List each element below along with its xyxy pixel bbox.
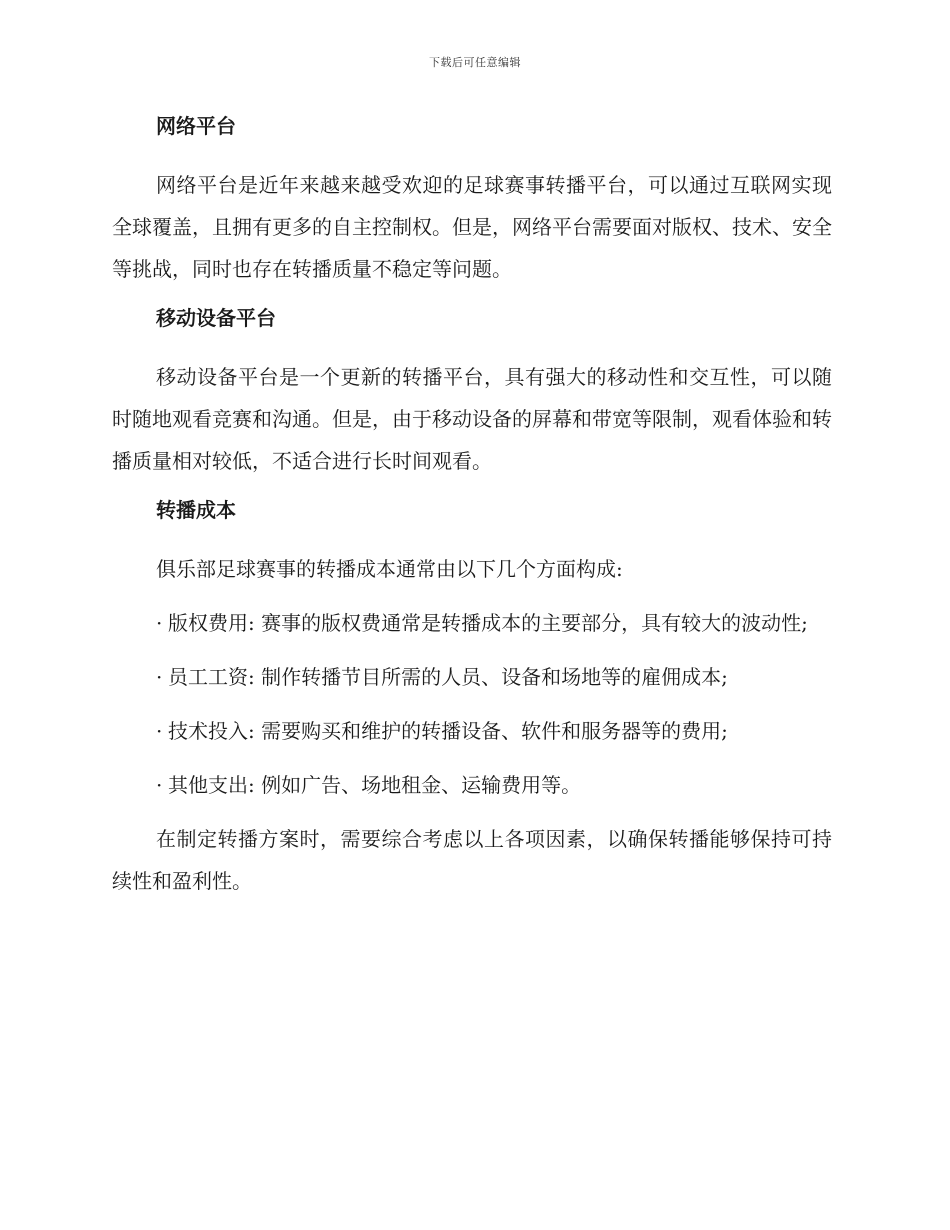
section-heading-mobile-platform: 移动设备平台 xyxy=(156,306,276,330)
list-item-text: 版权费用: 赛事的版权费通常是转播成本的主要部分，具有较大的波动性; xyxy=(168,611,808,635)
section-paragraph-network-platform: 网络平台是近年来越来越受欢迎的足球赛事转播平台，可以通过互联网实现全球覆盖，且拥有更多的自主控制权。但是，网络平台需要面对版权、技术、安全等挑战，同时也存在转播质量不稳定等问题。 xyxy=(112,173,832,281)
list-item xyxy=(112,656,832,698)
document-body xyxy=(112,110,832,914)
bullet-marker: · xyxy=(156,611,163,635)
list-item-text: 其他支出: 例如广告、场地租金、运输费用等。 xyxy=(168,773,582,797)
list-item xyxy=(112,710,832,752)
header-note: 下载后可任意编辑 xyxy=(429,56,521,69)
bullet-marker: · xyxy=(156,719,163,743)
section-conclusion-broadcast-cost: 在制定转播方案时，需要综合考虑以上各项因素，以确保转播能够保持可持续性和盈利性。 xyxy=(112,827,832,893)
section-heading-broadcast-cost: 转播成本 xyxy=(156,498,236,522)
bullet-marker: · xyxy=(156,665,163,689)
list-item xyxy=(112,764,832,806)
section-paragraph-mobile-platform: 移动设备平台是一个更新的转播平台，具有强大的移动性和交互性，可以随时随地观看竞赛和沟通。但是，由于移动设备的屏幕和带宽等限制，观看体验和转播质量相对较低，不适合进行长时间观看。 xyxy=(112,365,832,473)
list-item-text: 技术投入: 需要购买和维护的转播设备、软件和服务器等的费用; xyxy=(168,719,728,743)
section-intro-broadcast-cost: 俱乐部足球赛事的转播成本通常由以下几个方面构成: xyxy=(156,557,623,581)
section-heading-network-platform: 网络平台 xyxy=(156,114,236,138)
bullet-marker: · xyxy=(156,773,163,797)
list-item xyxy=(112,602,832,644)
list-item-text: 员工工资: 制作转播节目所需的人员、设备和场地等的雇佣成本; xyxy=(168,665,728,689)
cost-bullet-list xyxy=(112,602,832,806)
